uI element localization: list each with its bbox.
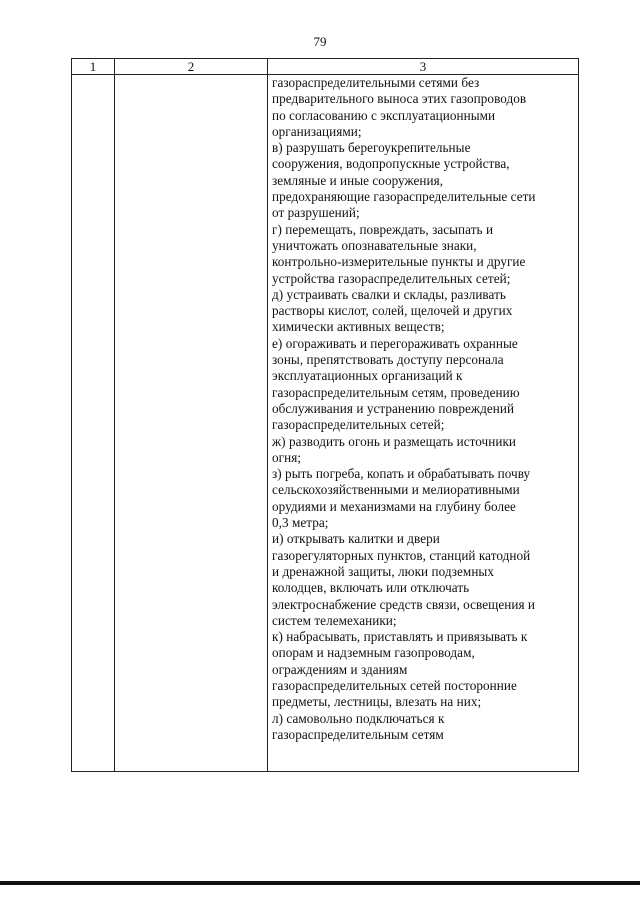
text-line: систем телемеханики;: [272, 612, 397, 628]
text-line: газораспределительными сетями без: [272, 75, 480, 90]
column-1-cell: [72, 75, 115, 772]
column-3-text: [272, 75, 574, 743]
text-line: орудиями и механизмами на глубину более: [272, 498, 516, 514]
text-line: обслуживания и устранению повреждений: [272, 400, 515, 416]
text-line: эксплуатационных организаций к: [272, 368, 463, 384]
text-line: растворы кислот, солей, щелочей и других: [272, 303, 513, 319]
text-line: газораспределительным сетям: [272, 726, 444, 742]
text-line: сельскохозяйственными и мелиоративными: [272, 482, 520, 498]
text-line: предохраняющие газораспределительные сети: [272, 189, 536, 205]
text-line: газораспределительным сетям, проведению: [272, 384, 520, 400]
text-line: колодцев, включать или отключать: [272, 580, 470, 596]
table-header-row: [72, 59, 579, 75]
text-line: д) устраивать свалки и склады, разливать: [272, 286, 506, 302]
text-line: по согласованию с эксплуатационными: [272, 107, 496, 123]
column-header-3: 3: [268, 59, 579, 75]
text-line: химически активных веществ;: [272, 319, 445, 335]
text-line: ограждениям и зданиям: [272, 661, 408, 677]
table-row: [72, 75, 579, 772]
text-line: е) огораживать и перегораживать охранные: [272, 335, 518, 351]
text-line: предварительного выноса этих газопроводов: [272, 91, 527, 107]
bottom-rule: [0, 881, 640, 885]
text-line: от разрушений;: [272, 205, 360, 221]
text-line: электроснабжение средств связи, освещения и: [272, 596, 536, 612]
text-line: газораспределительных сетей посторонние: [272, 677, 517, 693]
text-line: 0,3 метра;: [272, 515, 329, 531]
document-table: [71, 58, 579, 772]
text-line: и дренажной защиты, люки подземных: [272, 563, 494, 579]
text-line: ж) разводить огонь и размещать источники: [272, 433, 517, 449]
page-number: 79: [313, 34, 327, 49]
text-line: опорам и надземным газопроводам,: [272, 645, 475, 661]
column-header-2: 2: [115, 59, 268, 75]
text-line: з) рыть погреба, копать и обрабатывать почву: [272, 466, 531, 482]
text-line: к) набрасывать, приставлять и привязывать к: [272, 629, 528, 645]
text-line: г) перемещать, повреждать, засыпать и: [272, 221, 494, 237]
text-line: уничтожать опознавательные знаки,: [272, 237, 477, 253]
text-line: огня;: [272, 449, 302, 465]
text-line: организациями;: [272, 123, 362, 139]
column-3-cell: [268, 75, 579, 772]
text-line: в) разрушать берегоукрепительные: [272, 140, 471, 156]
text-line: и) открывать калитки и двери: [272, 531, 440, 547]
text-line: газораспределительных сетей;: [272, 417, 445, 433]
text-line: земляные и иные сооружения,: [272, 172, 444, 188]
text-line: л) самовольно подключаться к: [272, 710, 445, 726]
text-line: сооружения, водопропускные устройства,: [272, 156, 510, 172]
text-line: газорегуляторных пунктов, станций катодной: [272, 547, 531, 563]
column-2-cell: [115, 75, 268, 772]
text-line: устройства газораспределительных сетей;: [272, 270, 511, 286]
text-line: зоны, препятствовать доступу персонала: [272, 352, 504, 368]
text-line: контрольно-измерительные пункты и другие: [272, 254, 526, 270]
text-line: предметы, лестницы, влезать на них;: [272, 694, 482, 710]
column-header-1: 1: [72, 59, 115, 75]
